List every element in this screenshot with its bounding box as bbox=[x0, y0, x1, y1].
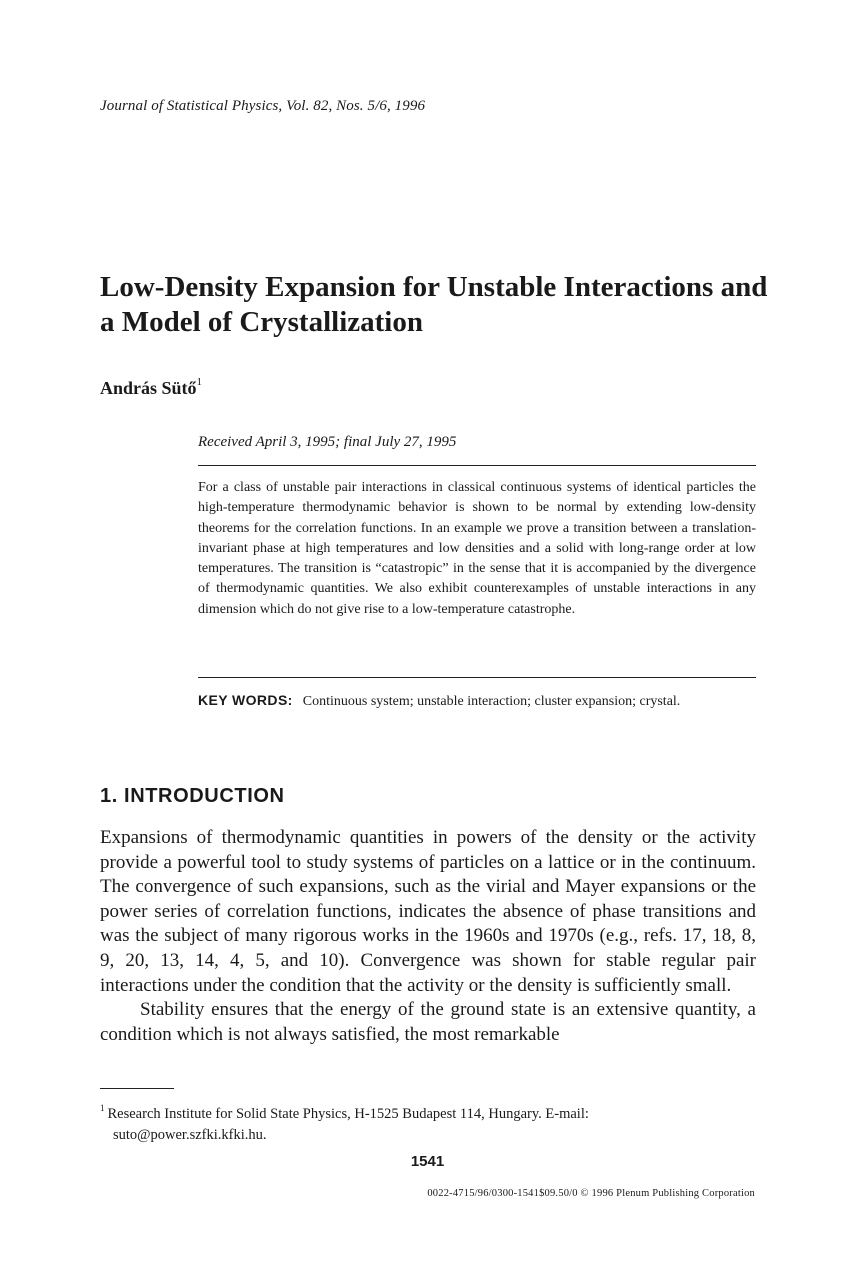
received-dates: Received April 3, 1995; final July 27, 1995 bbox=[198, 434, 457, 450]
body-text bbox=[100, 826, 756, 1047]
page-number: 1541 bbox=[410, 1153, 445, 1170]
author-footnote-marker: 1 bbox=[196, 376, 203, 388]
footnote bbox=[100, 1099, 756, 1146]
footnote-marker: 1 bbox=[100, 1103, 105, 1113]
abstract-bottom-rule bbox=[198, 677, 756, 678]
keywords bbox=[198, 690, 756, 712]
body-paragraph-2: Stability ensures that the energy of the ground state is an extensive quantity, a condition which is not always satisfied, the most remarkable bbox=[100, 999, 756, 1045]
copyright-line: 0022-4715/96/0300-1541$09.50/0 © 1996 Plenum Publishing Corporation bbox=[427, 1188, 755, 1199]
author-name: András Sütő bbox=[100, 378, 197, 398]
keywords-label: KEY WORDS: bbox=[198, 692, 293, 708]
body-paragraph-1: Expansions of thermodynamic quantities in powers of the density or the activity provide a powerful tool to study systems of particles on a lattice or in the continuum. The convergence of such expansions, such as the virial and Mayer expansions or the power series of correlation functions, indicates the absence of phase transitions and was the subject of many rigorous works in the 1960s and 1970s (e.g., refs. 17, 18, 8, 9, 20, 13, 14, 4, 5, and 10). Convergence was shown for stable regular pair interactions under the condition that the activity or the density is sufficiently small. bbox=[100, 827, 756, 996]
abstract-top-rule bbox=[198, 465, 756, 466]
journal-citation: Journal of Statistical Physics, Vol. 82, Nos. 5/6, 1996 bbox=[100, 98, 426, 114]
footnote-rule bbox=[100, 1088, 174, 1089]
footnote-line-1 bbox=[100, 1099, 756, 1125]
footnote-email: suto@power.szfki.kfki.hu. bbox=[113, 1126, 267, 1143]
author bbox=[100, 378, 202, 399]
paper-title: Low-Density Expansion for Unstable Interactions and a Model of Crystallization bbox=[100, 271, 768, 338]
keywords-text: Continuous system; unstable interaction; cluster expansion; crystal. bbox=[302, 694, 681, 709]
abstract: For a class of unstable pair interactions in classical continuous systems of identical particles the high-temperature thermodynamic behavior is shown to be normal by extending low-density theorems for the correlation functions. In an example we prove a transition between a translation-invariant phase at high temperatures and low densities and a solid with long-range order at low temperatures. The transition is “catastropic” in the sense that it is accompanied by the divergence of thermodynamic quantities. We also exhibit counterexamples of unstable interactions in any dimension which do not give rise to a low-temperature catastrophe. bbox=[198, 480, 756, 617]
footnote-affiliation: Research Institute for Solid State Physics, H-1525 Budapest 114, Hungary. E-mail: bbox=[107, 1105, 589, 1122]
section-heading: 1. INTRODUCTION bbox=[100, 785, 285, 807]
